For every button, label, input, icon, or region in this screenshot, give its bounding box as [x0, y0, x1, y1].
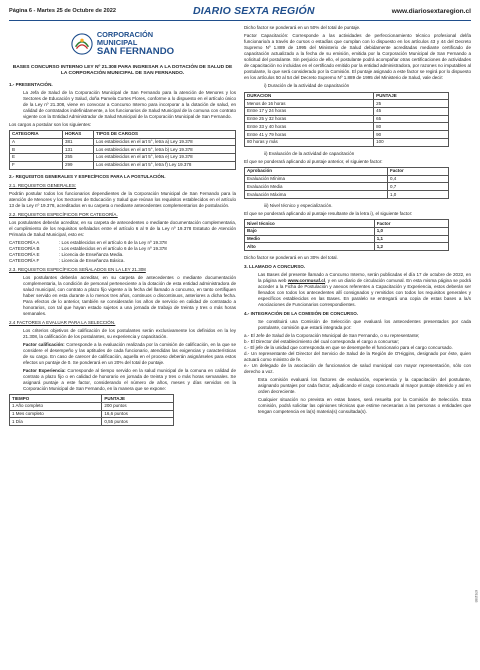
table-cell: Evaluación Media	[245, 183, 388, 191]
table-cell: 100	[374, 138, 449, 146]
table-cell: 1,2	[374, 243, 448, 251]
category-name: CATEGORÍA B	[9, 245, 40, 251]
table-cell: Los establecidos en el art 5°, letra b) Ley 19.378	[94, 146, 236, 154]
left-column	[9, 25, 236, 430]
table-row	[245, 131, 449, 139]
list-item: e.- Un delegado de la asociación de funcionarios de salud municipal con mayor representación, sólo con derecho a voz.	[244, 363, 471, 375]
logo-text	[97, 31, 174, 57]
section-4-evaluation-paragraph: Esta comisión evaluará los factores de evaluación, experiencia y la capacitación del postulante, asignando puntajes por cada factor, adjudicando el cargo concursado al mayor puntaje obtenido y así en orden decreciente.	[258, 377, 471, 395]
table-cell: 0,55 puntos	[102, 418, 174, 426]
table-row	[245, 123, 449, 131]
section-4-heading: 4.- INTEGRACIÓN DE LA COMISIÓN DE CONCURSO.	[244, 311, 359, 317]
factor-calificacion-label: Factor calificación:	[23, 341, 65, 347]
factor-capacitacion-paragraph: Factor Capacitación: Corresponde a las actividades de perfeccionamiento técnico profesional del/la funcionario/a a través de cursos o estadías que cumplan con lo dispuesto en los artículos 43 y 44 del Decreto Supremo Nº 1.889 de 1995 del Ministerio de Salud debidamente acreditadas mediante certificado de capacitación actualizado a la fecha de su emisión, emitida por la Corporación Municipal de San Fernando a solicitud del postulante. Sin perjuicio de ello, el postulante podrá acompañar otras certificaciones de actividades de capacitación no incluidas en el certificado emitido por la entidad administradora, por razones no imputables al postulante, lo que será considerado por la Comisión. El puntaje asignado a este factor se regirá por lo dispuesto en los artículos 50 al 54 del Decreto Supremo Nº 1.889 de 1995 del Ministerio de Salud, vale decir:	[244, 33, 471, 81]
table-cell: Evaluación Máxima	[245, 191, 388, 199]
category-name: CATEGORÍA F	[9, 257, 40, 263]
page-date: Página 6 - Martes 25 de Octubre de 2022	[9, 8, 116, 14]
nivel-tecnico-table	[244, 219, 449, 251]
section-2-3-paragraph: Los postulantes deberán acreditar, en su carpeta de antecedentes o mediante documentación complementaria, la condición de personal perteneciente a la dotación de esta entidad administradora de salud municipal, con contrato a plazo fijo vigente a la fecha del llamado a concurso, en tanto certifiquen haber servido en esta durante a lo menos tres años, continuos o discontinuos, anteriores a dicha fecha. Para efectos de lo anterior, también se considerarán los años de servicio en calidad de contratado a honorarios, con tal que hayan estado sujetos a una jornada de trabajo de treinta y tres o más horas semanales.	[23, 274, 236, 316]
table-header-cell: TIEMPO	[10, 395, 102, 403]
table-row	[245, 138, 449, 146]
table-header-cell: Nivel técnico	[245, 220, 375, 228]
table-cell: 45	[374, 108, 449, 116]
section-4-closing-paragraph: Cualquier situación no prevista en estas bases, será resuelta por la Comisión de Selección. Esta comisión, podrá solicitar las opiniones técnicas que estime necesarias a las personas o entidades que tengan competencia en la(s) materia(s) consultada(s).	[258, 397, 471, 415]
table-cell: Entre 41 y 79 horas	[245, 131, 374, 139]
table-header-row	[245, 220, 449, 228]
table-cell: Menos de 16 horas	[245, 100, 374, 108]
section-1-paragraph: La Jefa de Salud de la Corporación Municipal de San Fernando para la atención de Menores y los Sectores de Educación y Salud, doña Pamela Cortes Flores, conforme a lo dispuesto en el artículo único de la Ley nº 21.308, viene en convocar a Concurso Interno para incorporar a la dotación de salud, en calidad de contratados indefinidamente, a los funcionarios de Salud Municipal de la comuna con contrato vigente con la Entidad Administrador de Salud Municipal de la Corporación Municipal de San Fernando.	[23, 89, 236, 119]
table-header-cell: HORAS	[63, 130, 94, 138]
table-row	[245, 108, 449, 116]
section-2-1-heading: 2.1. REQUISITOS GENERALES:	[9, 182, 77, 188]
article-columns	[9, 25, 471, 430]
section-3-paragraph	[244, 272, 471, 308]
table-cell: 0,7	[388, 183, 449, 191]
table-cell: A	[10, 138, 63, 146]
table-cell: 65	[374, 115, 449, 123]
newspaper-website: www.diariosextaregion.cl	[391, 7, 471, 15]
table-header-row	[10, 395, 174, 403]
list-item: d.- Un representante del Director del Servicio de Salud de la Región de O'Higgins, designado por éste, quien actuará como ministro de fe.	[244, 351, 471, 363]
section-2-4-paragraph: Los criterios objetivos de calificación de los postulantes serán exclusivamente los definidos en la ley 21.308, la calificación de los postulantes, su experiencia y capacitación.	[23, 327, 236, 339]
table-header-row	[245, 92, 449, 100]
section-3-text-a: Las Bases del presente llamado a Concurso Interno, serán publicadas el día 17 de octubre de 2022, en la página web	[258, 272, 471, 284]
table-cell: 255	[63, 154, 94, 162]
category-list	[9, 240, 236, 264]
factor-experiencia-paragraph	[9, 368, 236, 392]
table-row	[245, 227, 449, 235]
table-cell: Alto	[245, 243, 375, 251]
section-2-1-paragraph: Podrán postular todos los funcionarios dependientes de la Corporación Municipal de San Fernando para la atención de Menores y los Sectores de Educación y Salud que reúnan los requisitos establecidos en el artículo 13 de la Ley nº 19.378, acreditados en su carpeta o mediante antecedentes complementarios de postulación.	[9, 190, 236, 208]
table-row	[245, 175, 449, 183]
table-row	[10, 402, 174, 410]
table-header-cell: PUNTAJE	[102, 395, 174, 403]
table-row	[245, 243, 449, 251]
table-row	[245, 115, 449, 123]
table-header-cell: PUNTAJE	[374, 92, 449, 100]
factor-experiencia-label: Factor Experiencia:	[23, 368, 66, 374]
table-cell: 25	[374, 100, 449, 108]
duracion-table	[244, 92, 449, 147]
factor-calificacion-text: Corresponde a la evaluación realizada por la comisión de calificación, en la que se considere el desempeño y las aptitudes de cada funcionario, atendidas las exigencias y características de su cargo. En caso de carecer de calificación, aquella en el proceso deberán asignárseles para estos efectos un puntaje de 0. Se ponderará en un 20% del total de puntaje.	[23, 341, 236, 365]
table-row	[245, 183, 449, 191]
comision-list	[244, 333, 471, 375]
table-cell: 16,6 puntos	[102, 410, 174, 418]
table-cell: B	[10, 146, 63, 154]
table-header-cell: Factor	[374, 220, 448, 228]
table-header-row	[245, 167, 449, 175]
evaluacion-label: ii) Evaluación de la actividad de capacitación	[264, 150, 355, 156]
table-cell: E	[10, 154, 63, 162]
section-2-3-heading: 2.3. REQUISITOS ESPECÍFICOS SEÑALADOS EN LA LEY 21.308	[9, 266, 146, 272]
duracion-label: i) Duración de la actividad de capacitación	[264, 83, 350, 89]
table-cell: 1,0	[374, 227, 448, 235]
category-requirement: : Licencia de Enseñanza Media.	[59, 251, 124, 257]
evaluacion-paragraph: El que se ponderará aplicando al puntaje anterior, el siguiente factor:	[244, 158, 383, 164]
section-3-heading: 3. LLAMADO A CONCURSO.	[244, 264, 306, 270]
section-3-text-b: , y en un diario de circulación comunal. En esta misma página se podrá acceder a la Ficha de Postulación y anexos referentes a Capacitación y Experiencia, estos deberán ser llenados con todos los antecedentes allí consignados y remitidos con todos los requisitos generales y específicos establecidos en las Bases. En paralelo se entregará una copia de estas bases a la/s Asociaciones de Funcionarios correspondientes.	[258, 278, 472, 308]
table-header-cell: CATEGORIA	[10, 130, 63, 138]
section-4-paragraph: Se constituirá una Comisión de Selección que evaluará los antecedentes presentados por cada postulante, comisión que estará integrada por:	[258, 319, 471, 331]
table-row	[10, 154, 236, 162]
table-cell: Bajo	[245, 227, 375, 235]
section-2-2-heading: 2.2. REQUISITOS ESPECÍFICOS POR CATEGORÍA.	[9, 211, 118, 217]
table-cell: Entre 25 y 32 horas	[245, 115, 374, 123]
table-cell: 0,4	[388, 175, 449, 183]
capacitacion-weight-text: Dicho factor se ponderará en un 30% del total.	[244, 255, 338, 261]
category-requirement: : Los establecidos en el artículo 6 de la Ley nº 19.378	[59, 245, 167, 251]
cargos-table	[9, 130, 236, 170]
logo-line-3: SAN FERNANDO	[96, 45, 175, 57]
table-cell: Los establecidos en el art 5°, letra e) Ley 19.378	[94, 154, 236, 162]
table-row	[10, 146, 236, 154]
category-requirement: : Licencia de Enseñanza Básica.	[59, 257, 125, 263]
table-cell: Medio	[245, 235, 375, 243]
table-cell: Entre 17 y 24 horas	[245, 108, 374, 116]
table-header-cell: Aprobación	[245, 167, 388, 175]
factor-calificacion-paragraph	[9, 342, 236, 366]
list-item: a.- El Jefe de Salud de la Corporación Municipal de San Fernando, o su representante;	[244, 333, 420, 339]
table-row	[10, 138, 236, 146]
cormusaf-link[interactable]: www.cormusaf.cl	[287, 278, 326, 284]
table-row	[10, 418, 174, 426]
table-row	[245, 191, 449, 199]
category-requirement: : Los establecidos en el artículo 6 de la Ley nº 19.378	[59, 239, 167, 245]
side-code: 6761585	[474, 590, 478, 603]
nivel-tecnico-paragraph: El que se ponderará aplicando al puntaje resultante de la letra i), el siguiente factor:	[244, 211, 413, 217]
table-cell: 90	[374, 131, 449, 139]
section-1-note: Los cargos a postular son los siguientes:	[9, 121, 92, 127]
table-cell: 131	[63, 146, 94, 154]
list-item: b.- El Director del establecimiento del cual corresponda el cargo a concursar;	[244, 339, 400, 345]
list-item: c.- El jefe de la unidad que corresponda en que se desempeñe el funcionario para el cargo concursado.	[244, 345, 453, 351]
table-cell: F	[10, 161, 63, 169]
corporation-logo	[9, 31, 236, 57]
table-row	[10, 161, 236, 169]
section-2-4-heading: 2.4 FACTORES A EVALUAR PARA LA SELECCIÓN.	[9, 319, 116, 325]
table-row	[245, 235, 449, 243]
factor-experiencia-text: Corresponde al tiempo servido en la salud municipal de la comuna en calidad de contrato a plazo fijo o en calidad de honorario en jornada de treinta y tres o más horas semanales. Se asignará puntaje a este factor, considerando el número de años, meses y días servidos en la Corporación Municipal de San Fernando, en la manera que se expone:	[23, 368, 236, 392]
table-cell: Los establecidos en el art 5°, letra a) Ley 19.378	[94, 138, 236, 146]
table-header-row	[10, 130, 236, 138]
table-cell: Entre 33 y 40 horas	[245, 123, 374, 131]
table-cell: 200 puntos	[102, 402, 174, 410]
section-2-heading: 2.- REQUISITOS GENERALES Y ESPECÍFICOS PARA LA POSTULACIÓN.	[9, 173, 166, 179]
table-cell: 1,1	[374, 235, 448, 243]
experiencia-weight-text: Dicho factor se ponderará en un 50% del total de puntaje.	[244, 25, 361, 30]
section-1-heading: 1.- PRESENTACIÓN.	[9, 81, 53, 87]
newspaper-name: DIARIO SEXTA REGIÓN	[193, 5, 315, 17]
document-title: BASES CONCURSO INTERNO LEY Nº 21.308 PARA INGRESAR A LA DOTACIÓN DE SALUD DE LA CORPORACIÓN MUNICIPAL DE SAN FERNANDO.	[12, 64, 233, 77]
corporation-emblem-icon	[71, 33, 93, 55]
table-cell: Los establecidos en el art 5°, letra f) Ley 19.378	[94, 161, 236, 169]
table-cell: 299	[63, 161, 94, 169]
nivel-tecnico-label: iii) Nivel técnico y especialización.	[264, 202, 333, 208]
aprobacion-table	[244, 167, 449, 199]
table-header-cell: Factor	[388, 167, 449, 175]
table-cell: Evaluación Mínima	[245, 175, 388, 183]
logo-line-2: MUNICIPAL	[96, 37, 138, 47]
table-cell: 1 Día	[10, 418, 102, 426]
table-cell: 1 Año completo	[10, 402, 102, 410]
logo-line-1: CORPORACIÓN	[96, 30, 154, 39]
table-cell: 80	[374, 123, 449, 131]
table-cell: 381	[63, 138, 94, 146]
category-name: CATEGORÍA E	[9, 251, 40, 257]
table-header-cell: DURACION	[245, 92, 374, 100]
table-cell: 1 Mes completo	[10, 410, 102, 418]
page-header	[9, 4, 471, 21]
table-header-cell: TIPOS DE CARGOS	[94, 130, 236, 138]
section-2-2-paragraph: Los postulantes deberán acreditar, en su carpeta de antecedentes o mediante documentación complementaria, el cumplimiento de los requisitos señalados entre el artículo 6 al 9 de la Ley nº 19.378 Estatuto de Atención Primaria de Salud Municipal, esto es:	[9, 219, 236, 237]
table-row	[245, 100, 449, 108]
category-name: CATEGORÍA A	[9, 239, 40, 245]
tiempo-table	[9, 394, 174, 426]
list-item	[9, 258, 236, 264]
table-cell: 1,0	[388, 191, 449, 199]
table-cell: 80 horas y más	[245, 138, 374, 146]
right-column	[244, 25, 471, 430]
table-row	[10, 410, 174, 418]
